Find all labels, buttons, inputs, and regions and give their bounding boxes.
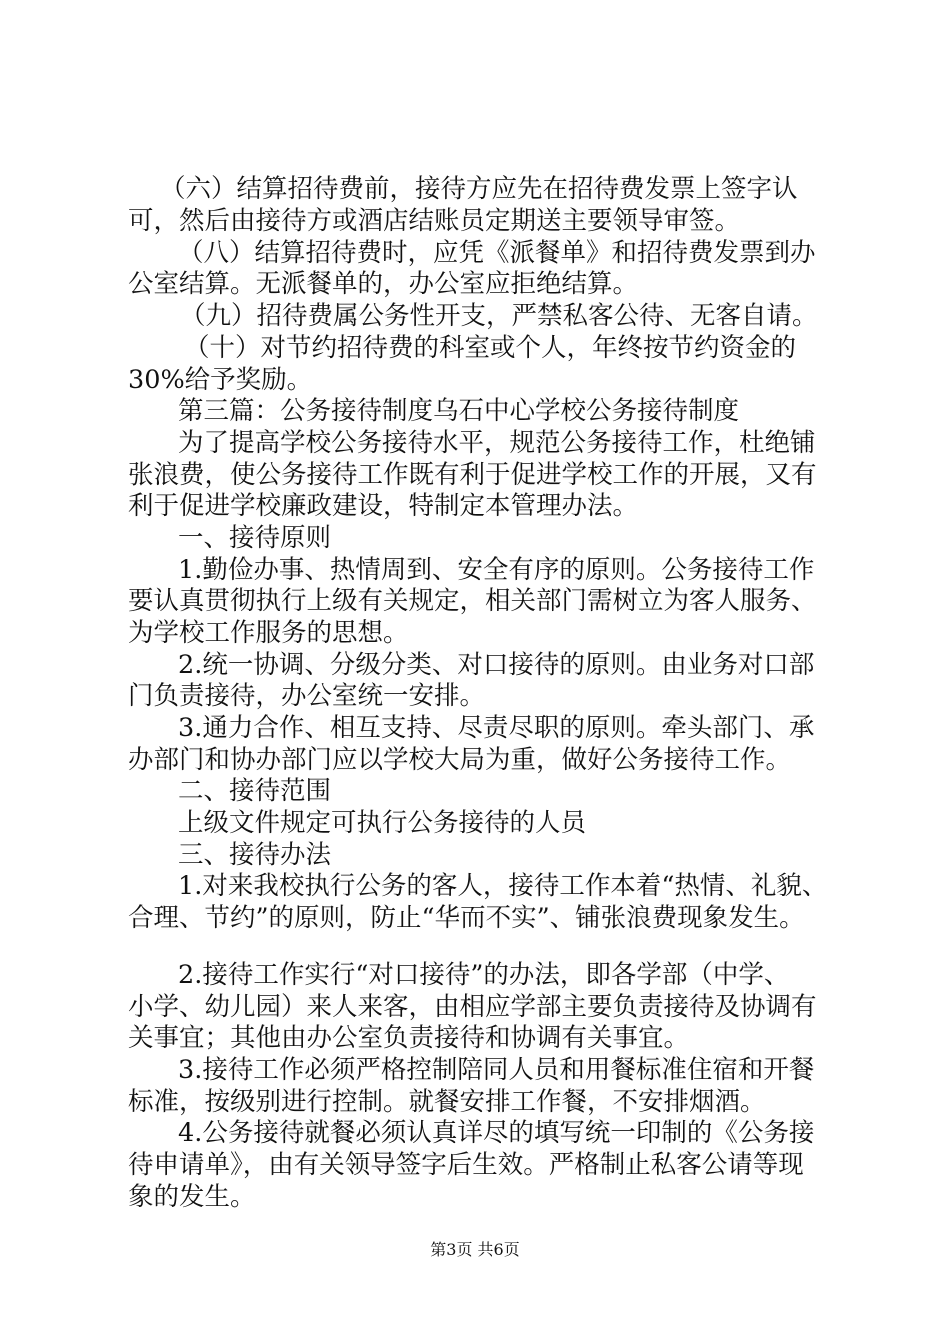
text-line: 2.统一协调、分级分类、对口接待的原则。由业务对口部: [178, 650, 815, 680]
text-line: 利于促进学校廉政建设，特制定本管理办法。: [128, 491, 639, 521]
page-number-footer: 第3页 共6页: [430, 1240, 520, 1259]
text-line: 门负责接待，办公室统一安排。: [128, 681, 486, 711]
text-line: 3.接待工作必须严格控制陪同人员和用餐标准住宿和开餐: [178, 1055, 815, 1085]
text-line: （八）结算招待费时，应凭《派餐单》和招待费发票到办: [178, 238, 816, 268]
text-line: 要认真贯彻执行上级有关规定，相关部门需树立为客人服务、: [128, 586, 817, 616]
text-line: 可，然后由接待方或酒店结账员定期送主要领导审签。: [128, 206, 741, 236]
text-line: 张浪费，使公务接待工作既有利于促进学校工作的开展，又有: [128, 460, 817, 490]
text-line: 公室结算。无派餐单的，办公室应拒绝结算。: [128, 269, 639, 299]
text-line: 3.通力合作、相互支持、尽责尽职的原则。牵头部门、承: [178, 713, 815, 743]
text-line: 2.接待工作实行“对口接待”的办法，即各学部（中学、: [178, 960, 790, 990]
text-line: 1.勤俭办事、热情周到、安全有序的原则。公务接待工作: [178, 555, 815, 585]
subheading: 一、接待原则: [178, 523, 332, 553]
text-line: （九）招待费属公务性开支，严禁私客公待、无客自请。: [180, 301, 818, 331]
text-line: 30%给予奖励。: [128, 365, 313, 395]
text-line: 小学、幼儿园）来人来客，由相应学部主要负责接待及协调有: [128, 992, 817, 1022]
text-line: 上级文件规定可执行公务接待的人员: [178, 808, 587, 838]
subheading: 三、接待办法: [178, 840, 332, 870]
text-line: （六）结算招待费前，接待方应先在招待费发票上签字认: [160, 174, 798, 204]
text-line: 待申请单》，由有关领导签字后生效。严格制止私客公请等现: [128, 1150, 804, 1180]
text-line: 为学校工作服务的思想。: [128, 618, 409, 648]
text-line: 4.公务接待就餐必须认真详尽的填写统一印制的《公务接: [178, 1118, 815, 1148]
text-line: （十）对节约招待费的科室或个人，年终按节约资金的: [184, 333, 797, 363]
subheading: 二、接待范围: [178, 776, 332, 806]
text-line: 1.对来我校执行公务的客人，接待工作本着“热情、礼貌、: [178, 871, 828, 901]
text-line: 关事宜；其他由办公室负责接待和协调有关事宜。: [128, 1023, 690, 1053]
text-line: 办部门和协办部门应以学校大局为重，做好公务接待工作。: [128, 745, 792, 775]
text-line: 合理、节约”的原则，防止“华而不实”、铺张浪费现象发生。: [128, 903, 805, 933]
text-line: 标准，按级别进行控制。就餐安排工作餐，不安排烟酒。: [128, 1087, 766, 1117]
text-line: 象的发生。: [128, 1182, 256, 1212]
section-heading: 第三篇：公务接待制度乌石中心学校公务接待制度: [178, 396, 740, 426]
text-line: 为了提高学校公务接待水平，规范公务接待工作，杜绝铺: [178, 428, 816, 458]
